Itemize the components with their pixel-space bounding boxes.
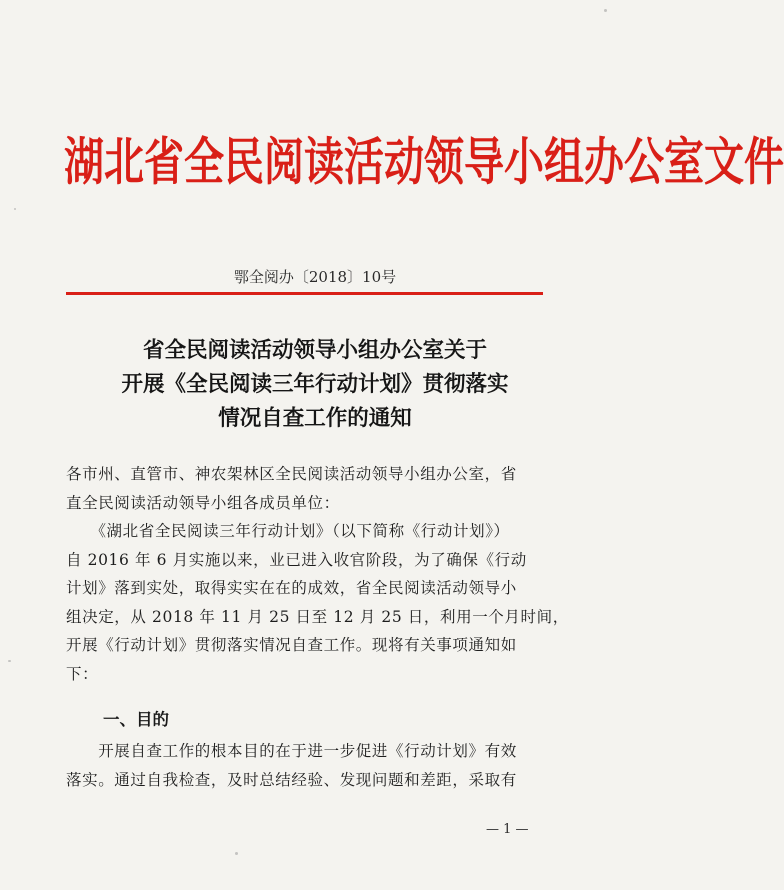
paragraph-line: 开展自查工作的根本目的在于进一步促进《行动计划》有效 <box>66 742 517 760</box>
notice-title <box>70 334 560 436</box>
section-heading-purpose: 一、目的 <box>103 710 169 729</box>
document-number: 鄂全阅办〔2018〕10号 <box>233 268 397 286</box>
addressee-line: 直全民阅读活动领导小组各成员单位： <box>66 493 340 512</box>
title-line: 开展《全民阅读三年行动计划》贯彻落实 <box>121 372 509 397</box>
scan-speck <box>604 9 607 12</box>
paragraph-line: 《湖北省全民阅读三年行动计划》（以下简称《行动计划》） <box>66 522 510 540</box>
paragraph-line: 组决定，从 2018 年 11 月 25 日至 12 月 25 日，利用一个月时间， <box>66 607 569 626</box>
title-line: 情况自查工作的通知 <box>218 406 412 431</box>
addressee <box>66 460 546 517</box>
scan-speck <box>14 208 16 210</box>
page-number: — 1 — <box>486 822 529 837</box>
paragraph-line: 落实。通过自我检查，及时总结经验、发现问题和差距，采取有 <box>66 770 517 789</box>
paragraph-line: 计划》落到实处，取得实实在在的成效，省全民阅读活动领导小 <box>66 579 517 597</box>
addressee-line: 各市州、直管市、神农架林区全民阅读活动领导小组办公室，省 <box>66 465 517 483</box>
paragraph-intro <box>66 517 569 688</box>
red-separator-line <box>66 292 543 295</box>
paragraph-purpose <box>66 737 546 794</box>
issuer-header: 湖北省全民阅读活动领导小组办公室文件 <box>64 133 784 193</box>
paragraph-line: 自 2016 年 6 月实施以来，业已进入收官阶段，为了确保《行动 <box>66 550 527 569</box>
scan-speck <box>235 852 238 855</box>
title-line: 省全民阅读活动领导小组办公室关于 <box>142 338 487 363</box>
paragraph-line: 开展《行动计划》贯彻落实情况自查工作。现将有关事项通知如 <box>66 636 517 654</box>
scan-speck <box>8 660 11 662</box>
paragraph-line: 下： <box>66 664 99 683</box>
